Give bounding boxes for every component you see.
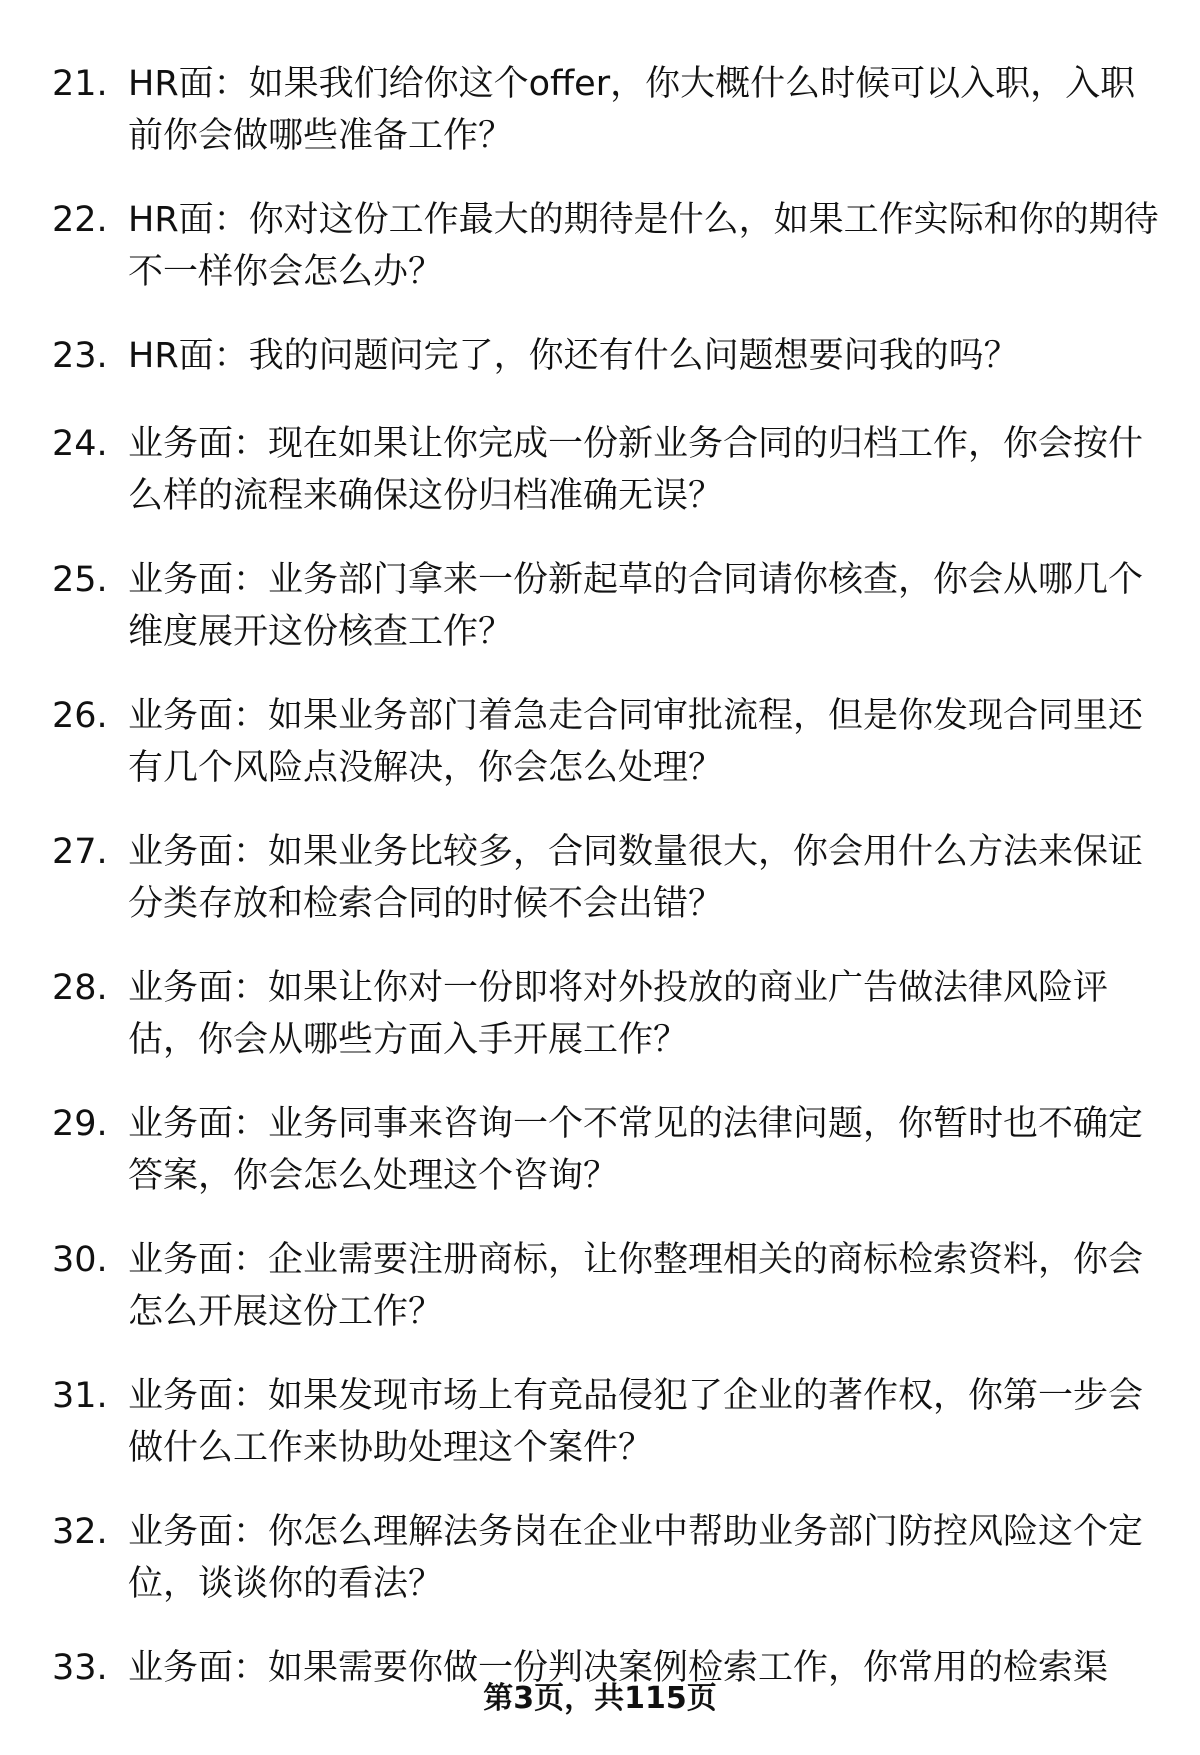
list-item [0,962,1200,1098]
item-text: HR面：我的问题问完了，你还有什么问题想要问我的吗？ [128,336,1019,376]
item-text: 业务面：如果让你对一份即将对外投放的商业广告做法律风险评估，你会从哪些方面入手开展工作？ [128,968,1109,1060]
item-text: 业务面：业务同事来咨询一个不常见的法律问题，你暂时也不确定答案，你会怎么处理这个咨询？ [128,1104,1144,1196]
item-number: 25. [52,560,108,600]
item-number: 29. [52,1104,108,1144]
item-number: 21. [52,64,108,104]
item-text: 业务面：业务部门拿来一份新起草的合同请你核查，你会从哪几个维度展开这份核查工作？ [128,560,1144,652]
item-text: 业务面：你怎么理解法务岗在企业中帮助业务部门防控风险这个定位，谈谈你的看法？ [128,1512,1144,1604]
item-text: 业务面：如果需要你做一份判决案例检索工作，你常用的检索渠 [128,1648,1109,1688]
item-number: 27. [52,832,108,872]
item-number: 24. [52,424,108,464]
list-item [0,330,1200,418]
item-text: 业务面：企业需要注册商标，让你整理相关的商标检索资料，你会怎么开展这份工作？ [128,1240,1144,1332]
item-number: 26. [52,696,108,736]
item-number: 32. [52,1512,108,1552]
item-number: 31. [52,1376,108,1416]
item-number: 22. [52,200,108,240]
list-item [0,826,1200,962]
item-text: HR面：你对这份工作最大的期待是什么，如果工作实际和你的期待不一样你会怎么办？ [128,200,1159,292]
item-text: 业务面：现在如果让你完成一份新业务合同的归档工作，你会按什么样的流程来确保这份归档准确无误？ [128,424,1144,516]
page-footer: 第3页，共115页 [483,1681,717,1716]
list-item [0,1370,1200,1506]
item-text: 业务面：如果业务比较多，合同数量很大，你会用什么方法来保证分类存放和检索合同的时候不会出错？ [128,832,1144,924]
list-item [0,194,1200,330]
item-text: 业务面：如果发现市场上有竞品侵犯了企业的著作权，你第一步会做什么工作来协助处理这个案件？ [128,1376,1144,1468]
item-number: 33. [52,1648,108,1688]
list-item [0,1234,1200,1370]
list-item [0,554,1200,690]
item-number: 28. [52,968,108,1008]
item-text: HR面：如果我们给你这个offer，你大概什么时候可以入职，入职前你会做哪些准备工作？ [128,64,1136,156]
item-number: 23. [52,336,108,376]
list-item [0,418,1200,554]
list-item [0,1506,1200,1642]
item-text: 业务面：如果业务部门着急走合同审批流程，但是你发现合同里还有几个风险点没解决，你会怎么处理？ [128,696,1144,788]
list-item [0,58,1200,194]
list-item [0,690,1200,826]
list-item [0,1098,1200,1234]
question-list [0,58,1200,1730]
item-number: 30. [52,1240,108,1280]
